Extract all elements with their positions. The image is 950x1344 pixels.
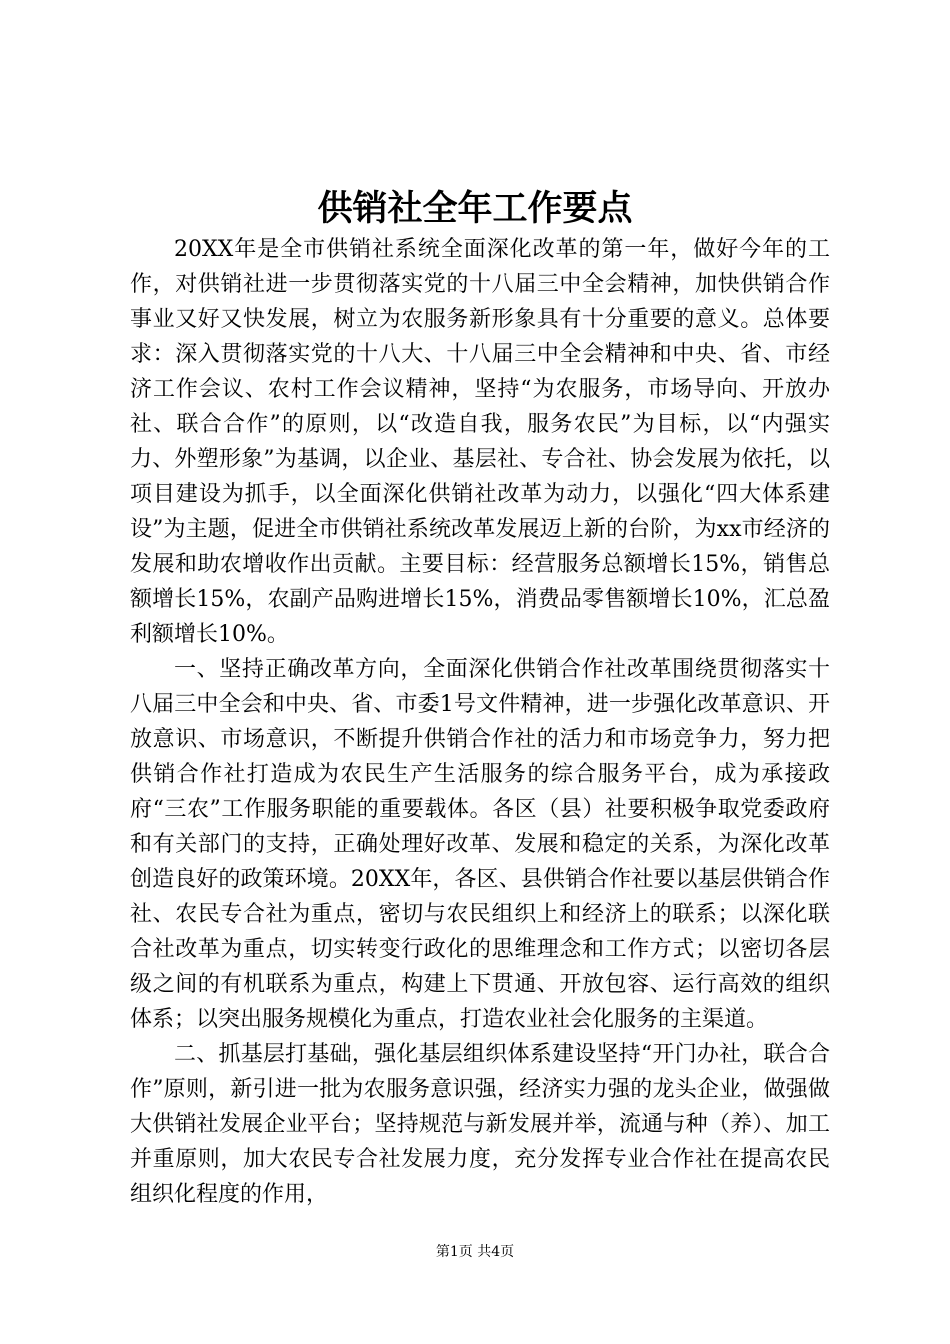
page-footer: 第1页 共4页 (435, 1244, 515, 1260)
paragraph-section-2: 二、抓基层打基础，强化基层组织体系建设坚持“开门办社，联合合作”原则，新引进一批为农服务意识强，经济实力强的龙头企业，做强做大供销社发展企业平台；坚持规范与新发展并举，流通与种（养）、加工并重原则，加大农民专合社发展力度，充分发挥专业合作社在提高农民组织化程度的作用， (130, 1042, 830, 1207)
paragraph-intro: 20XX年是全市供销社系统全面深化改革的第一年，做好今年的工作，对供销社进一步贯彻落实党的十八届三中全会精神，加快供销合作事业又好又快发展，树立为农服务新形象具有十分重要的意义。总体要求：深入贯彻落实党的十八大、十八届三中全会精神和中央、省、市经济工作会议、农村工作会议精神，坚持“为农服务，市场导向、开放办社、联合合作”的原则，以“改造自我，服务农民”为目标，以“内强实力、外塑形象”为基调，以企业、基层社、专合社、协会发展为依托，以项目建设为抓手，以全面深化供销社改革为动力，以强化“四大体系建设”为主题，促进全市供销社系统改革发展迈上新的台阶，为xx市经济的发展和助农增收作出贡献。主要目标：经营服务总额增长15%，销售总额增长15%，农副产品购进增长15%，消费品零售额增长10%，汇总盈利额增长10%。 (130, 237, 830, 647)
document-title: 供销社全年工作要点 (317, 188, 633, 229)
paragraph-section-1: 一、坚持正确改革方向，全面深化供销合作社改革围绕贯彻落实十八届三中全会和中央、省、市委1号文件精神，进一步强化改革意识、开放意识、市场意识，不断提升供销合作社的活力和市场竞争力，努力把供销合作社打造成为农民生产生活服务的综合服务平台，成为承接政府“三农”工作服务职能的重要载体。各区（县）社要积极争取党委政府和有关部门的支持，正确处理好改革、发展和稳定的关系，为深化改革创造良好的政策环境。20XX年，各区、县供销合作社要以基层供销合作社、农民专合社为重点，密切与农民组织上和经济上的联系；以深化联合社改革为重点，切实转变行政化的思维理念和工作方式；以密切各层级之间的有机联系为重点，构建上下贯通、开放包容、运行高效的组织体系；以突出服务规模化为重点，打造农业社会化服务的主渠道。 (130, 657, 830, 1032)
document-body (130, 232, 830, 1212)
